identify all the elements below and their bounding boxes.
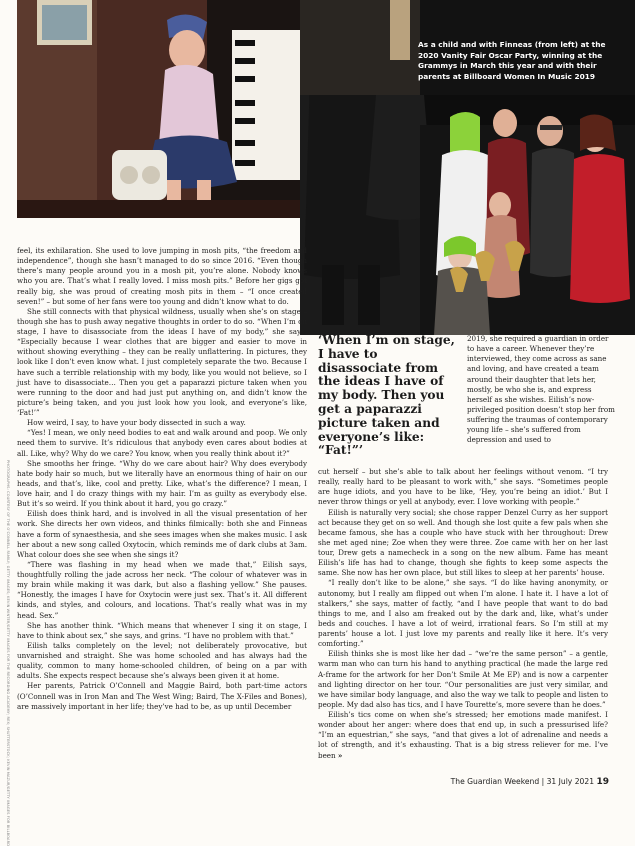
article-column-right (318, 467, 608, 761)
photo-credit-text: PHOTOGRAPHS: COURTESY OF THE O’CONNELL FAMILY; GETTY IMAGES; KEVIN WINTER/GETTY IMAGES FOR THE RECORDING ACADEMY; REX; SHUTTERSTOCK; KEVIN MAZUR/GETTY IMAGES FOR BILLBOARD (6, 460, 10, 846)
article-column-left (17, 246, 307, 712)
publication-name: The Guardian Weekend (450, 777, 540, 786)
paragraph: 2019, she required a guardian in order to have a career. Whenever they’re interviewed, they come across as sane and loving, and have created a team around their daughter that lets her, mostly, be who she is, and express herself as she wishes. Eilish’s now-privileged position doesn’t stop her from suffering the traumas of contemporary young life – she’s suffered from depression and used to (467, 334, 615, 445)
paragraph: She smooths her fringe. “Why do we care about hair? Why does everybody hate body hair so much, but we literally have an enormous thing of hair on our heads, and that’s, like, cool and pretty. Like, what’s the difference? I mean, I love hair, and I do crazy things with my hair. I’m as guilty as everybody else. But it’s so weird. If you think about it hard, you go crazy.” (17, 458, 307, 509)
pull-quote: ‘When I’m on stage, I have to disassociate from the ideas I have of my body. Then you get a paparazzi picture taken and everyone’s like: “Fat!”’ (318, 333, 455, 458)
paragraph: “Yes! I mean, we only need bodies to eat and walk around and poop. We only need them to survive. It’s ridiculous that anybody even cares about bodies at all. Like, why? Why do we care? You know, when you really think about it?” (17, 428, 307, 458)
photo-credit (2, 460, 11, 846)
paragraph: She has another think. “Which means that whenever I sing it on stage, I have to think about sex,” she says, and grins. “I have no problem with that.” (17, 620, 307, 640)
paragraph: Eilish thinks she is most like her dad – “we’re the same person” – a gentle, warm man who can turn his hand to anything practical (he made the large red A-frame for the artwork for her Don’t Smile At Me EP) and is now a carpenter and lighting director on her tour. “Our personalities are just very similar, and we have similar body language, and also the way we talk to people and listen to people. My dad also has tics, and I have Tourette’s, more severe than he does.” (318, 649, 608, 709)
paragraph: “I really don’t like to be alone,” she says. “I do like having anonymity, or autonomy, but I really am flipped out when I’m alone. I hate it. I have a lot of stalkers,” she says, matter of factly, “and I have people that want to do bad things to me, and I also am freaked out by the dark and, like, what’s under beds and couches. I have a lot of weird, irrational fears. So I’m still at my parents’ house a lot. I just love my parents and really like it here. It’s very comforting.” (318, 578, 608, 649)
paragraph: She still connects with that physical wildness, usually when she’s on stage – though she has to push away negative thoughts in order to do so. “When I’m on stage, I have to disassociate from the ideas I have of my body,” she says. “Especially because I wear clothes that are bigger and easier to move in without showing everything – they can be really unflattering. In pictures, they look like I don’t even know what. I just completely separate the two. Because I have such a terrible relationship with my body, like you would not believe, so I just have to disassociate… Then you get a paparazzi picture taken when you were running to the door and had just put anything on, and didn’t know the picture’s being taken, and you just look how you look, and everyone’s like, ‘Fat!’” (17, 306, 307, 417)
paragraph: How weird, I say, to have your body dissected in such a way. (27, 418, 246, 428)
paragraph: Her parents, Patrick O’Connell and Maggie Baird, both part-time actors (O’Connell was in Iron Man and The West Wing; Baird, The X-Files and Bones), are massively important in her life; they’ve had to be, as up until December (17, 681, 307, 711)
paragraph: Eilish does think hard, and is involved in all the visual presentation of her work. She directs her own videos, and thinks filmically: both she and Finneas have a form of synaesthesia, and she sees images when she makes music. I ask her about a new song called Oxytocin, which reminds me of dark clubs at 3am. What colour does she see when she sings it? (17, 509, 307, 559)
continue-arrow-icon: » (337, 750, 343, 760)
photo-family-billboard (300, 95, 635, 335)
article-column-right-top (467, 334, 615, 445)
paragraph: “There was flashing in my head when we made that,” Eilish says, thoughtfully rolling the jade across her neck. “The colour of whatever was in my brain while making it was dark, but also a flashing yellow.” She pauses. “Honestly, the images I have for Oxytocin were just sex. That’s it. All different kinds, and styles, and colours, and locations. That’s really what was in my head. Sex.” (17, 559, 307, 620)
paragraph (318, 710, 608, 761)
paragraph-text: Eilish’s tics come on when she’s stressed; her emotions made manifest. I wonder about her anger: where does that end up, in such a pressurised life? “I’m an equestrian,” she says, “and that gives a lot of adrenaline and needs a lot of strength, and it’s exhausting. That is a big stress reliever for me. I’ve been (318, 710, 608, 760)
page-number: 19 (596, 777, 609, 787)
issue-date: 31 July 2021 (546, 777, 595, 786)
paragraph: cut herself – but she’s able to talk about her feelings without venom. “I try really, really hard to be pleasant to work with,” she says. “Sometimes people are huge idiots, and you have to be like, ‘Hey, you’re being an idiot.’ But I never throw things or yell at anybody, ever. I love working with people.” (318, 467, 608, 507)
page-footer: The Guardian Weekend | 31 July 2021 19 (450, 777, 609, 787)
photo-caption: As a child and with Finneas (from left) at the 2020 Vanity Fair Oscar Party, winning at the Grammys in March this year and with their parents at Billboard Women In Music 2019 (418, 40, 606, 81)
paragraph: Eilish talks completely on the level; not deliberately provocative, but unvarnished and straight. She was home schooled and has always had the quality, common to many home-schooled children, of being on a par with adults. She expects respect because she’s always been given it at home. (17, 640, 307, 681)
paragraph: Eilish is naturally very social; she chose rapper Denzel Curry as her support act because they get on so well. And though she lost quite a few pals when she became famous, she has a couple who have stuck with her throughout: Drew she met aged nine; Zoe when they were three. Zoe came with her on her last tour, Drew gets a namecheck in a song on the new album. Fame has meant Eilish’s life has had to change, though she fights to keep some aspects the same. She now has her own place, but still likes to sleep at her parents’ house. (318, 507, 608, 578)
paragraph: feel, its exhilaration. She used to love jumping in mosh pits, “the freedom and independence”, though she hasn’t managed to do so since 2016. “Even though there’s many people around you in a mosh pit, you’re alone. Nobody knows who you are. That’s what I really loved. I miss mosh pits.” Before her gigs got really big, she was proud of creating mosh pits in them – “I once created seven!” – but some of her fans were too young and didn’t know what to do. (17, 246, 307, 306)
photo-child-at-piano (17, 0, 322, 218)
